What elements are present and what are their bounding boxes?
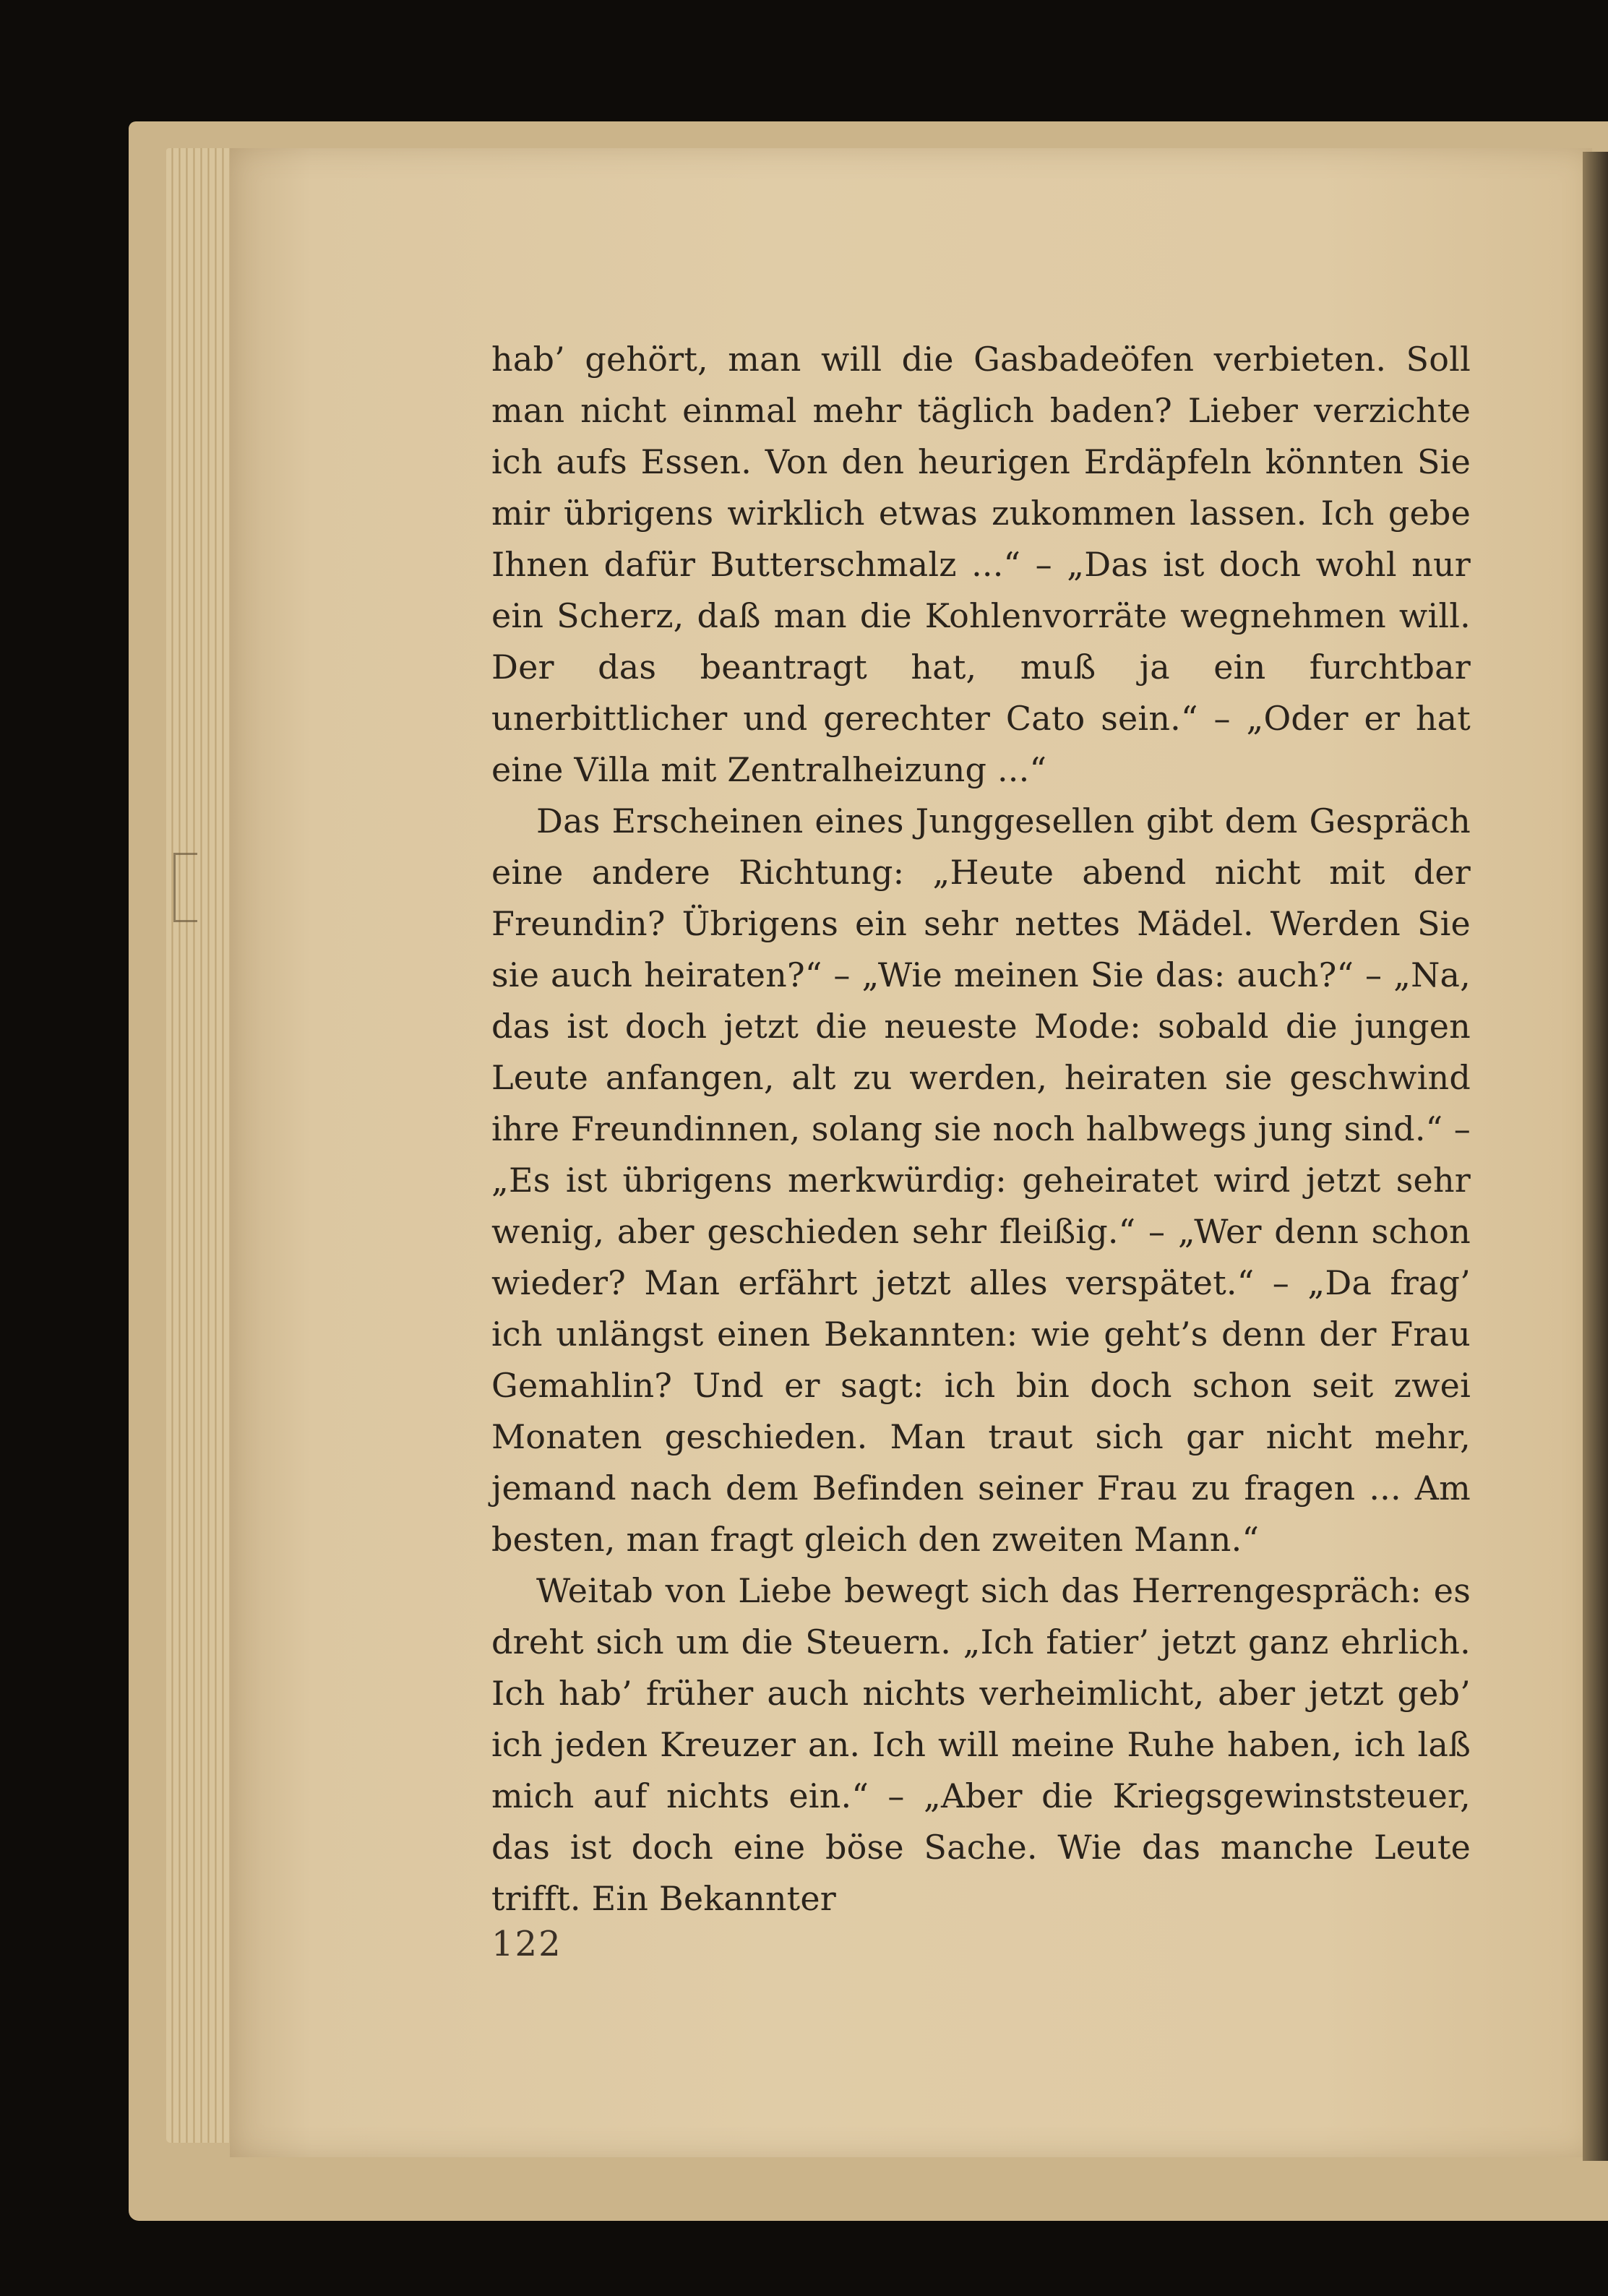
margin-mark	[173, 853, 197, 922]
paragraph-2: Das Erscheinen eines Junggesellen gibt dem Gespräch eine andere Richtung: „Heute abend nicht mit der Freundin? Übrigens ein sehr nettes Mädel. Werden Sie sie auch heiraten?“ – „Wie meinen Sie das: auch?“ – „Na, das ist doch jetzt die neueste Mode: sobald die jungen Leute anfangen, alt zu werden, heiraten sie geschwind ihre Freundinnen, solang sie noch halbwegs jung sind.“ – „Es ist übrigens merkwürdig: geheiratet wird jetzt sehr wenig, aber geschieden sehr fleißig.“ – „Wer denn schon wieder? Man erfährt jetzt alles verspätet.“ – „Da frag’ ich unlängst einen Bekannten: wie geht’s denn der Frau Gemahlin? Und er sagt: ich bin doch schon seit zwei Monaten geschieden. Man traut sich gar nicht mehr, jemand nach dem Befinden seiner Frau zu fragen ... Am besten, man fragt gleich den zweiten Mann.“	[491, 801, 1471, 1559]
page-number: 122	[491, 1924, 562, 1964]
spine-shadow	[1583, 152, 1608, 2161]
paragraph-3: Weitab von Liebe bewegt sich das Herrengespräch: es dreht sich um die Steuern. „Ich fatier’ jetzt ganz ehrlich. Ich hab’ früher auch nichts verheimlicht, aber jetzt geb’ ich jeden Kreuzer an. Ich will meine Ruhe haben, ich laß mich auf nichts ein.“ – „Aber die Kriegsgewinststeuer, das ist doch eine böse Sache. Wie das manche Leute trifft. Ein Bekannter	[491, 1571, 1471, 1918]
paragraph-1: hab’ gehört, man will die Gasbadeöfen verbieten. Soll man nicht einmal mehr täglich baden? Lieber verzichte ich aufs Essen. Von den heurigen Erdäpfeln könnten Sie mir übrigens wirklich etwas zukommen lassen. Ich gebe Ihnen dafür Butterschmalz ...“ – „Das ist doch wohl nur ein Scherz, daß man die Kohlenvorräte wegnehmen will. Der das beantragt hat, muß ja ein furchtbar unerbittlicher und gerechter Cato sein.“ – „Oder er hat eine Villa mit Zentralheizung ...“	[491, 340, 1471, 789]
page-text	[491, 334, 1471, 1925]
